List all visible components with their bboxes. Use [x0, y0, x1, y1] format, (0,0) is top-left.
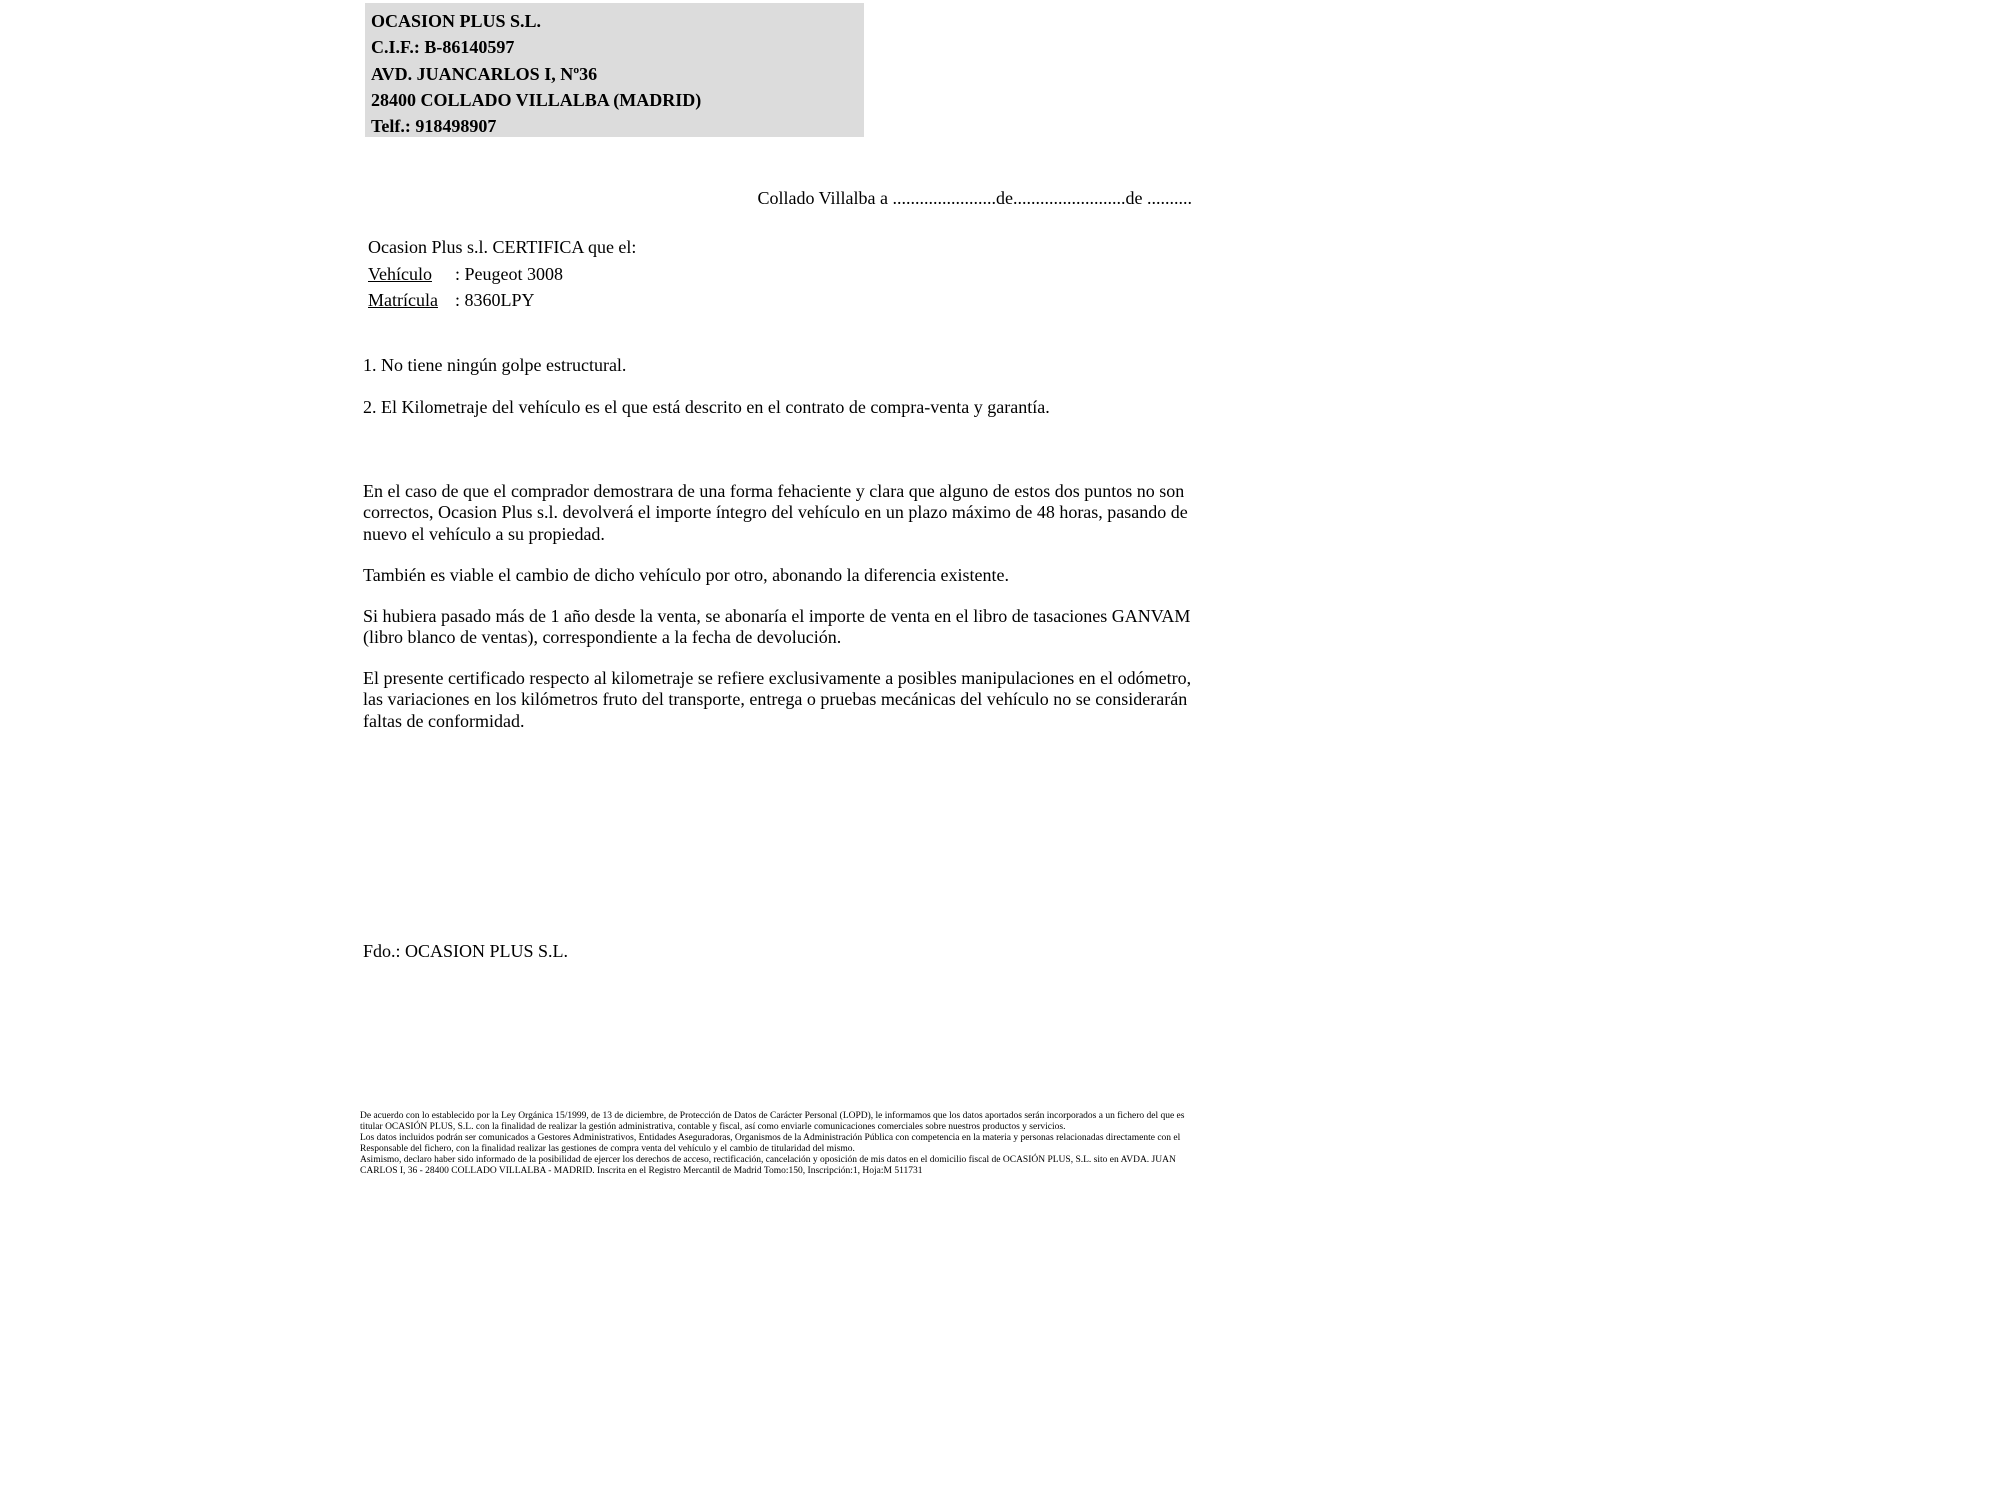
refund-paragraph: En el caso de que el comprador demostrara de una forma fehaciente y clara que alguno de estos dos puntos no son correctos, Ocasion Plus s.l. devolverá el importe íntegro del vehículo en un plazo máximo de 48 horas, pasando de nuevo el vehículo a su propiedad.	[363, 481, 1188, 544]
vehicle-value: : Peugeot 3008	[455, 263, 563, 284]
plate-value: : 8360LPY	[455, 290, 535, 310]
legal-paragraph-rights: Asimismo, declaro haber sido informado de la posibilidad de ejercer los derechos de acceso, rectificación, cancelación y oposición de mis datos en el domicilio fiscal de OCASIÓN PLUS, S.L. sito en AVDA. JUAN CARLOS I, 36 - 28400 COLLADO VILLALBA - MADRID. Inscrita en el Registro Mercantil de Madrid Tomo:150, Inscripción:1, Hoja:M 511731	[360, 1155, 1176, 1176]
company-header-block	[365, 3, 864, 137]
certified-item-1: 1. No tiene ningún golpe estructural.	[363, 355, 627, 375]
date-line: Collado Villalba a .......................de.........................de ..........	[757, 188, 1192, 208]
legal-paragraph-data-sharing: Los datos incluidos podrán ser comunicados a Gestores Administrativos, Entidades Aseguradoras, Organismos de la Administración Pública con competencia en la materia y personas relacionadas directamente con el Responsable del fichero, con la finalidad realizar las gestiones de compra venta del vehículo y el cambio de titularidad del mismo.	[360, 1133, 1181, 1154]
vehicle-label: Vehículo	[368, 263, 432, 284]
plate-row	[368, 287, 636, 314]
certifies-line: Ocasion Plus s.l. CERTIFICA que el:	[368, 237, 637, 257]
ganvam-paragraph: Si hubiera pasado más de 1 año desde la venta, se abonaría el importe de venta en el libro de tasaciones GANVAM (libro blanco de ventas), correspondiente a la fecha de devolución.	[363, 606, 1191, 648]
legal-paragraph-lopd: De acuerdo con lo establecido por la Ley Orgánica 15/1999, de 13 de diciembre, de Protección de Datos de Carácter Personal (LOPD), le informamos que los datos aportados serán incorporados a un fichero del que es titular OCASIÓN PLUS, S.L. con la finalidad de realizar la gestión administrativa, contable y fiscal, así como enviarle comunicaciones comerciales sobre nuestros productos y servicios.	[360, 1111, 1185, 1132]
legal-footer	[360, 1111, 1205, 1177]
plate-label: Matrícula	[368, 290, 438, 310]
certification-block	[368, 234, 636, 314]
odometer-paragraph: El presente certificado respecto al kilometraje se refiere exclusivamente a posibles manipulaciones en el odómetro, las variaciones en los kilómetros fruto del transporte, entrega o pruebas mecánicas del vehículo no se considerarán faltas de conformidad.	[363, 668, 1192, 731]
certified-item-2: 2. El Kilometraje del vehículo es el que está descrito en el contrato de compra-venta y garantía.	[363, 397, 1050, 417]
exchange-paragraph: También es viable el cambio de dicho vehículo por otro, abonando la diferencia existente.	[363, 565, 1010, 585]
signature-line: Fdo.: OCASION PLUS S.L.	[363, 941, 569, 961]
company-address: AVD. JUANCARLOS I, Nº36	[371, 63, 598, 84]
company-city: 28400 COLLADO VILLALBA (MADRID)	[371, 89, 702, 110]
company-cif: C.I.F.: B-86140597	[371, 37, 515, 58]
company-phone: Telf.: 918498907	[371, 116, 497, 137]
company-name: OCASION PLUS S.L.	[371, 11, 542, 31]
vehicle-row	[368, 261, 636, 288]
